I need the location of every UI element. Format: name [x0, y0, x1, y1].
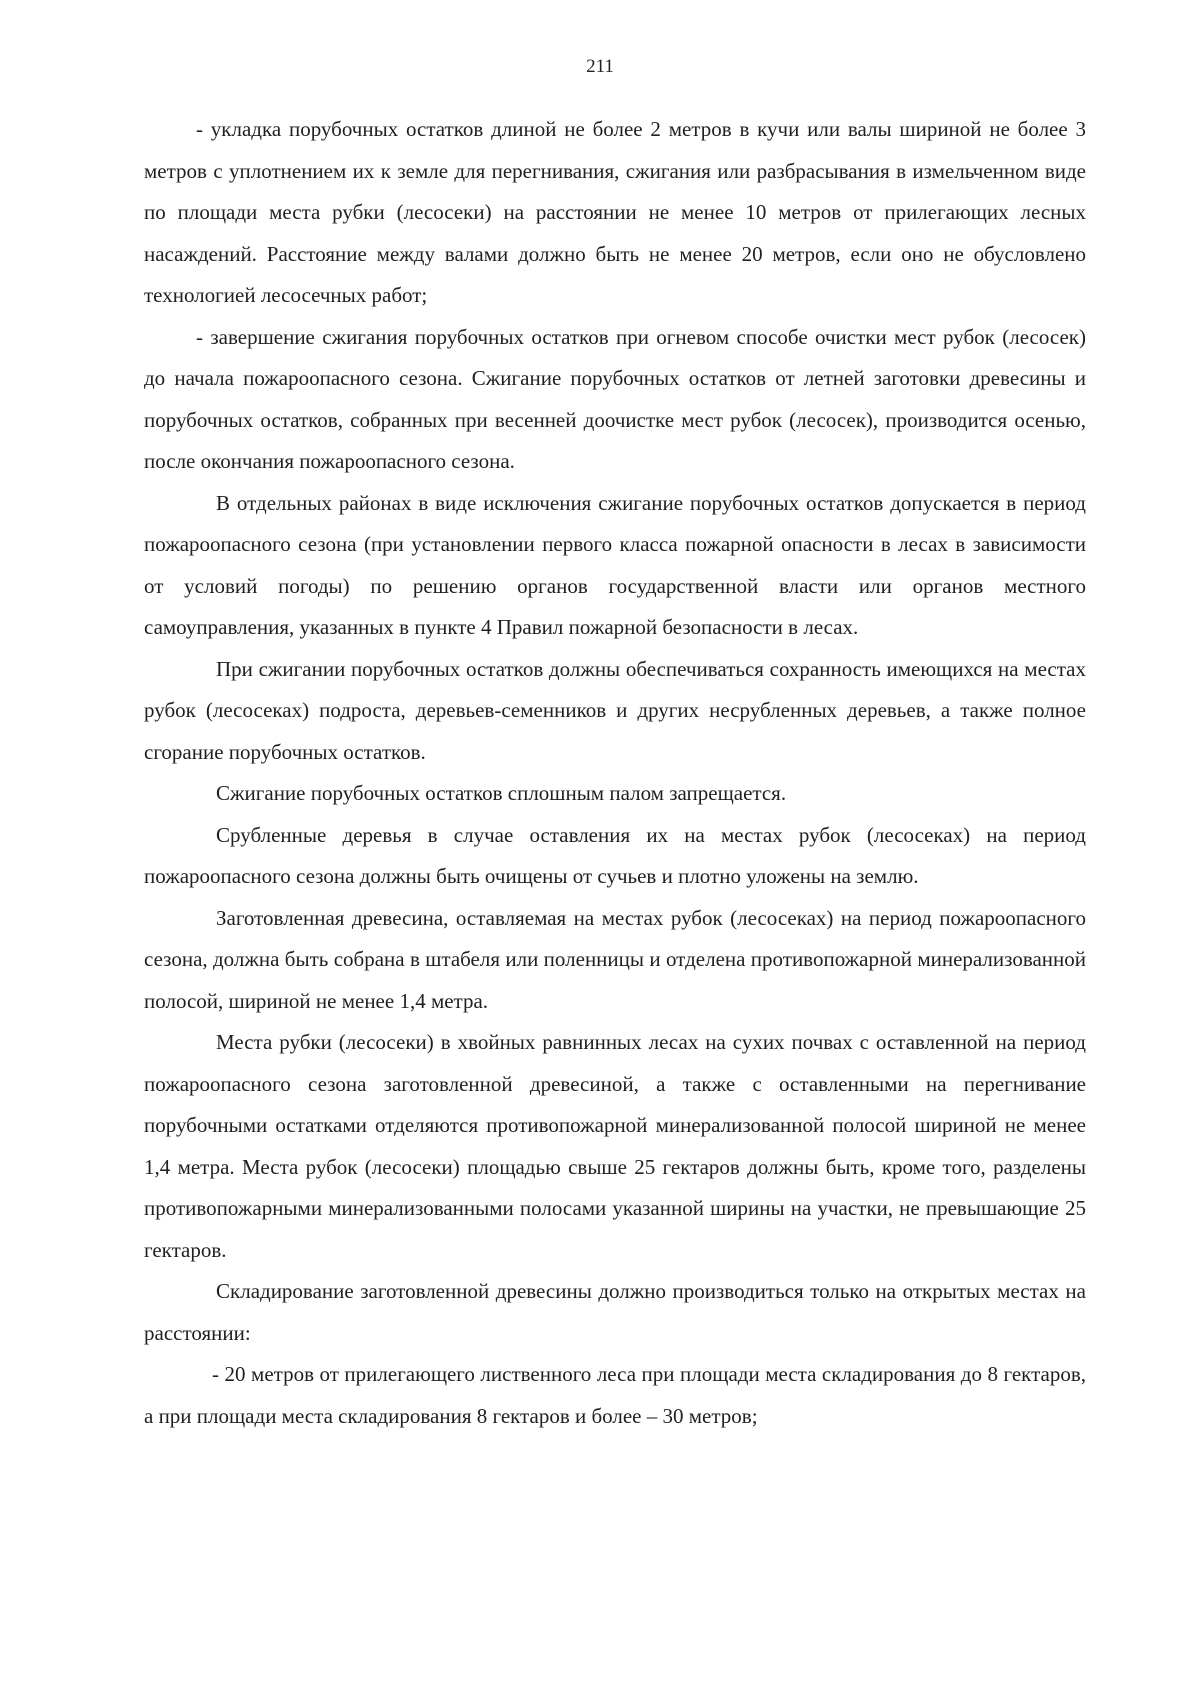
paragraph-5: Сжигание порубочных остатков сплошным палом запрещается. [216, 781, 787, 805]
paragraph-10: - 20 метров от прилегающего лиственного леса при площади места складирования до 8 гектаров, а при площади места складирования 8 гектаров и более – 30 метров; [144, 1362, 1086, 1428]
paragraph-4: При сжигании порубочных остатков должны обеспечиваться сохранность имеющихся на местах рубок (лесосеках) подроста, деревьев-семенников и других несрубленных деревьев, а также полное сгорание порубочных остатков. [144, 656, 1086, 764]
paragraph-9: Складирование заготовленной древесины должно производиться только на открытых местах на расстоянии: [144, 1279, 1086, 1345]
paragraph-8: Места рубки (лесосеки) в хвойных равнинных лесах на сухих почвах с оставленной на период пожароопасного сезона заготовленной древесиной, а также с оставленными на перегнивание порубочными остатками отделяются противопожарной минерализованной полосой шириной не менее 1,4 метра. Места рубок (лесосеки) площадью свыше 25 гектаров должны быть, кроме того, разделены противопожарными минерализованными полосами указанной ширины на участки, не превышающие 25 гектаров. [144, 1030, 1086, 1262]
paragraph-7: Заготовленная древесина, оставляемая на местах рубок (лесосеках) на период пожароопасного сезона, должна быть собрана в штабеля или поленницы и отделена противопожарной минерализованной полосой, шириной не менее 1,4 метра. [144, 905, 1086, 1013]
paragraph-3: В отдельных районах в виде исключения сжигание порубочных остатков допускается в период пожароопасного сезона (при установлении первого класса пожарной опасности в лесах в зависимости от условий погоды) по решению органов государственной власти или органов местного самоуправления, указанных в пункте 4 Правил пожарной безопасности в лесах. [144, 490, 1086, 639]
page-number: 211 [586, 56, 614, 77]
paragraph-1: - укладка порубочных остатков длиной не более 2 метров в кучи или валы шириной не более 3 метров с уплотнением их к земле для перегнивания, сжигания или разбрасывания в измельченном виде по площади места рубки (лесосеки) на расстоянии не менее 10 метров от прилегающих лесных насаждений. Расстояние между валами должно быть не менее 20 метров, если оно не обусловлено технологией лесосечных работ; [144, 117, 1086, 307]
paragraph-2: - завершение сжигания порубочных остатков при огневом способе очистки мест рубок (лесосек) до начала пожароопасного сезона. Сжигание порубочных остатков от летней заготовки древесины и порубочных остатков, собранных при весенней доочистке мест рубок (лесосек), производится осенью, после окончания пожароопасного сезона. [144, 324, 1086, 473]
document-body [144, 109, 1086, 1437]
paragraph-6: Срубленные деревья в случае оставления их на местах рубок (лесосеках) на период пожароопасного сезона должны быть очищены от сучьев и плотно уложены на землю. [144, 822, 1086, 888]
